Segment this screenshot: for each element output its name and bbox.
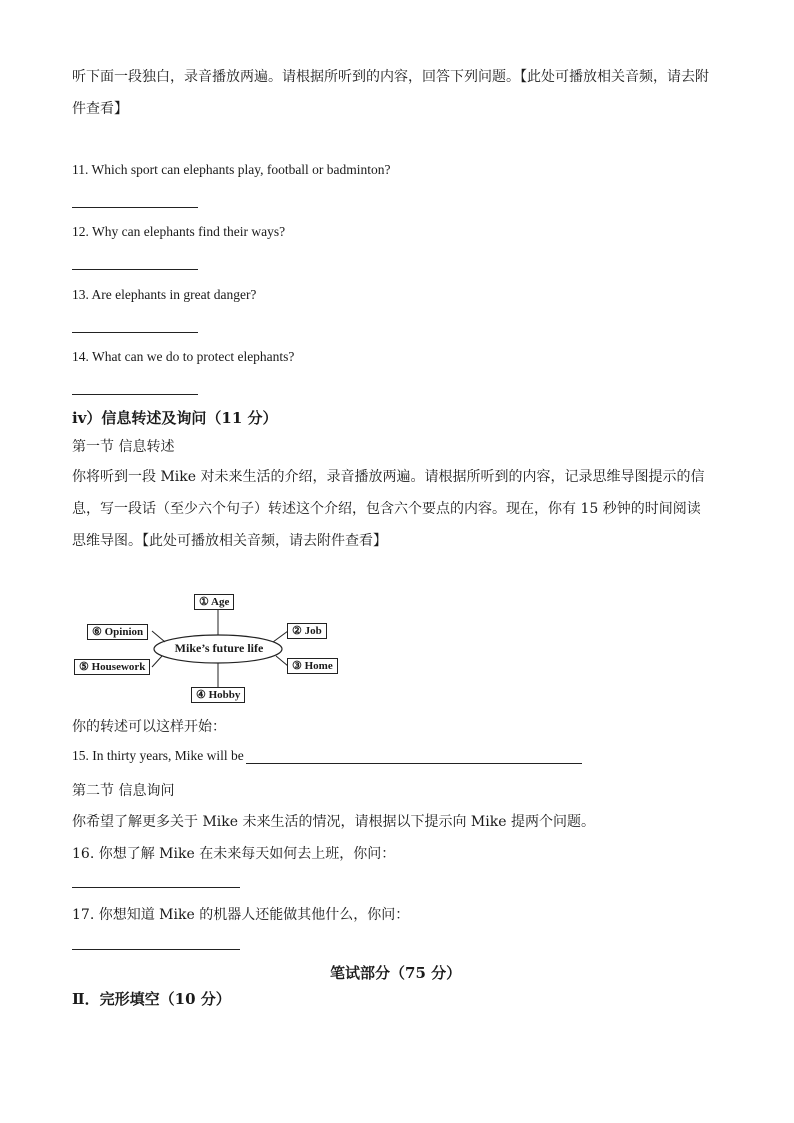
listening-intro: 听下面一段独白，录音播放两遍。请根据所听到的内容，回答下列问题。【此处可播放相关音频，请去附件查看】: [72, 69, 709, 117]
section-iv-heading: ⅳ）信息转述及询问（11 分）: [72, 409, 278, 427]
question-13: 13. Are elephants in great danger?: [72, 287, 257, 302]
question-15: [72, 748, 582, 764]
question-15-text: 15. In thirty years, Mike will be: [72, 748, 244, 763]
part1-instructions: 你将听到一段 Mike 对未来生活的介绍，录音播放两遍。请根据所听到的内容，记录思维导图提示的信息，写一段话（至少六个句子）转述这个介绍，包含六个要点的内容。现在，你有 15 秒钟的时间阅读思维导图。【此处可播放相关音频，请去附件查看】: [72, 469, 705, 549]
node-opinion: ⑥ Opinion: [87, 624, 148, 640]
node-job: ② Job: [287, 623, 327, 639]
question-17: 17. 你想知道 Mike 的机器人还能做其他什么，你问：: [72, 907, 410, 923]
mind-map: [70, 588, 355, 708]
question-16: 16. 你想了解 Mike 在未来每天如何去上班，你问：: [72, 846, 396, 862]
answer-line-13[interactable]: [72, 332, 198, 333]
node-age: ① Age: [194, 594, 234, 610]
answer-line-17[interactable]: [72, 949, 240, 950]
start-hint: 你的转述可以这样开始：: [72, 719, 226, 735]
mind-map-center: Mike’s future life: [174, 641, 264, 655]
answer-line-16[interactable]: [72, 887, 240, 888]
node-home: ③ Home: [287, 658, 338, 674]
part2-instructions: 你希望了解更多关于 Mike 未来生活的情况，请根据以下提示向 Mike 提两个问题。: [72, 814, 595, 830]
node-housework: ⑤ Housework: [74, 659, 150, 675]
question-12: 12. Why can elephants find their ways?: [72, 224, 286, 239]
written-part-title: 笔试部分（75 分）: [330, 964, 462, 982]
answer-line-14[interactable]: [72, 394, 198, 395]
question-11: 11. Which sport can elephants play, football or badminton?: [72, 162, 391, 177]
section-ii-heading: Ⅱ．完形填空（10 分）: [72, 990, 231, 1008]
question-14: 14. What can we do to protect elephants?: [72, 349, 295, 364]
answer-line-11[interactable]: [72, 207, 198, 208]
answer-line-15[interactable]: [246, 749, 582, 764]
node-hobby: ④ Hobby: [191, 687, 245, 703]
part1-title: 第一节 信息转述: [72, 439, 175, 455]
part2-title: 第二节 信息询问: [72, 783, 175, 799]
answer-line-12[interactable]: [72, 269, 198, 270]
